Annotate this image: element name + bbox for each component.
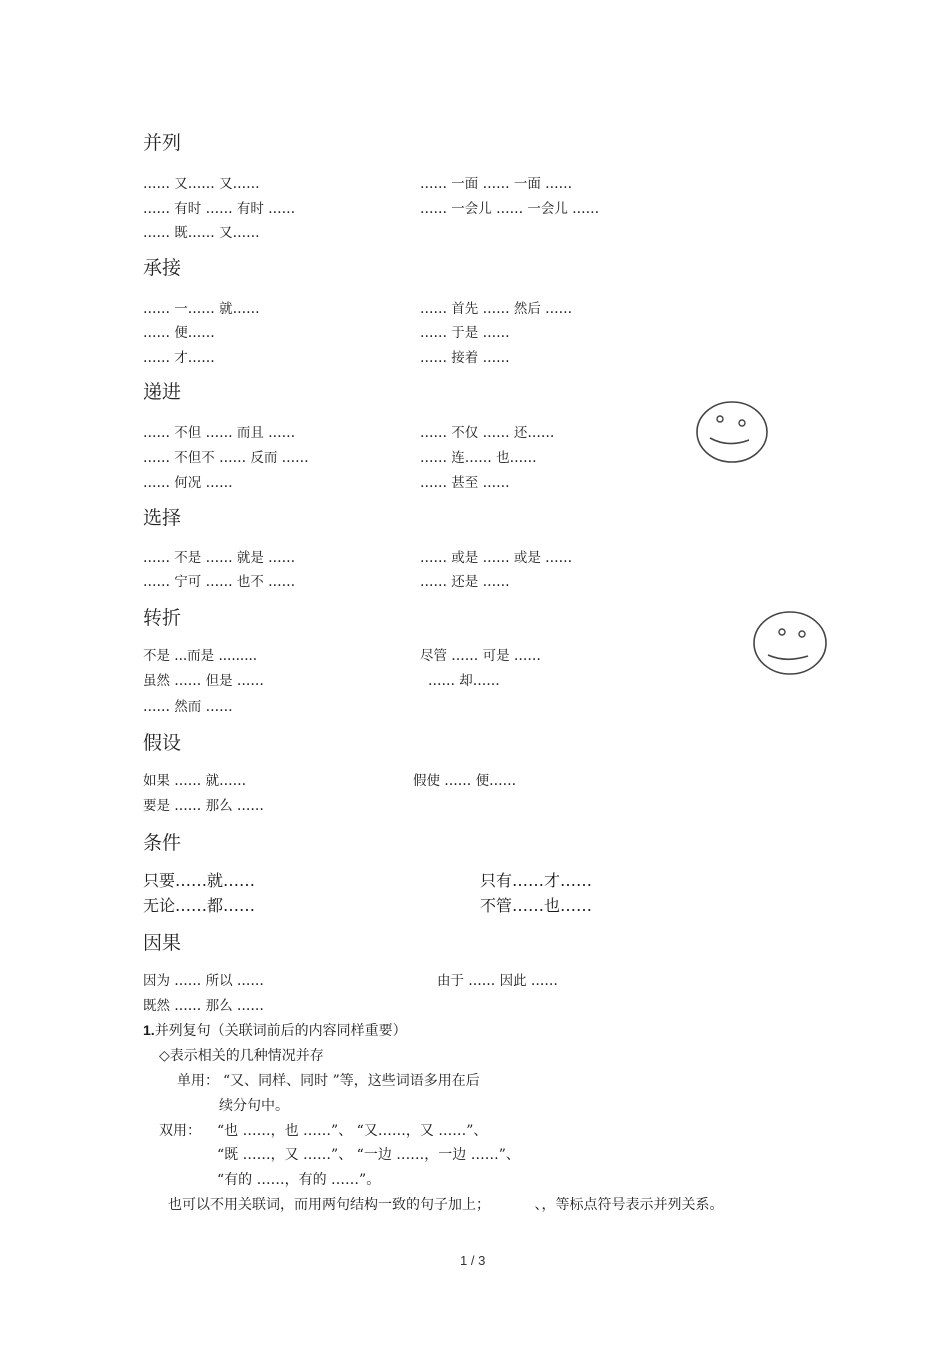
left-item: …… 既…… 又……	[143, 225, 260, 241]
smiley-face-icon	[750, 607, 830, 677]
left-item: 既然 …… 那么 ……	[143, 998, 264, 1014]
left-item: …… 又…… 又……	[143, 176, 260, 192]
left-item: …… 才……	[143, 350, 215, 366]
section-heading-chengjie: 承接	[143, 257, 182, 279]
section-heading-dijin: 递进	[143, 381, 182, 403]
right-item: …… 一会儿 …… 一会儿 ……	[420, 201, 600, 217]
left-item: …… 何况 ……	[143, 475, 233, 491]
left-item: …… 然而 ……	[143, 699, 233, 715]
section-heading-zhuanzhe: 转折	[143, 607, 182, 629]
section-heading-yinguo: 因果	[143, 932, 182, 954]
left-item: 不是 ...而是 .........	[143, 648, 258, 664]
right-item: 尽管 …… 可是 ……	[420, 648, 541, 664]
notes-title-number: 1.	[143, 1022, 155, 1038]
single-use-label: 单用：	[177, 1073, 219, 1089]
left-item: 只要……就……	[143, 871, 256, 890]
right-item: …… 还是 ……	[420, 574, 510, 590]
section-heading-binglie: 并列	[143, 132, 182, 154]
left-item: …… 不但不 …… 反而 ……	[143, 450, 309, 466]
section-heading-tiaojian: 条件	[143, 832, 182, 854]
left-item: …… 不是 …… 就是 ……	[143, 550, 296, 566]
double-use-text: “也 ……，也 ……”、 “又……，又 ……”、	[217, 1123, 488, 1139]
right-item: 只有……才……	[480, 871, 593, 890]
right-item: …… 不仅 …… 还……	[420, 425, 555, 441]
section-heading-xuanze: 选择	[143, 507, 182, 529]
notes-bullet: ◇表示相关的几种情况并存	[159, 1048, 324, 1064]
notes-final-line: 也可以不用关联词，而用两句结构一致的句子加上； 、，等标点符号表示并列关系。	[168, 1197, 724, 1213]
notes-title-text: 并列复句（关联词前后的内容同样重要）	[154, 1023, 407, 1039]
right-item: …… 却……	[428, 673, 500, 689]
right-item: 假使 …… 便……	[413, 773, 517, 789]
double-use-text: “有的 ……，有的 ……”。	[217, 1172, 381, 1188]
right-item: …… 或是 …… 或是 ……	[420, 550, 573, 566]
right-item: 由于 …… 因此 ……	[437, 973, 558, 989]
left-item: …… 有时 …… 有时 ……	[143, 201, 296, 217]
right-item: …… 接着 ……	[420, 350, 510, 366]
left-item: 虽然 …… 但是 ……	[143, 673, 264, 689]
left-item: 因为 …… 所以 ……	[143, 973, 264, 989]
left-item: 如果 …… 就……	[143, 773, 247, 789]
right-item: …… 甚至 ……	[420, 475, 510, 491]
double-use-text: “既 ……，又 ……”、 “一边 ……，一边 ……”、	[217, 1147, 520, 1163]
section-heading-jiashe: 假设	[143, 732, 182, 754]
notes-title	[143, 1020, 407, 1040]
left-item: …… 一…… 就……	[143, 301, 260, 317]
single-use-text: 续分句中。	[219, 1098, 289, 1114]
left-item: 无论……都……	[143, 896, 256, 915]
right-item: …… 首先 …… 然后 ……	[420, 301, 573, 317]
smiley-face-icon	[692, 398, 772, 466]
single-use-text: “又、同样、同时 ”等，这些词语多用在后	[223, 1073, 480, 1089]
right-item: …… 于是 ……	[420, 325, 510, 341]
right-item: …… 连…… 也……	[420, 450, 537, 466]
left-item: …… 不但 …… 而且 ……	[143, 425, 296, 441]
double-use-label: 双用：	[159, 1123, 201, 1139]
left-item: …… 宁可 …… 也不 ……	[143, 574, 296, 590]
left-item: 要是 …… 那么 ……	[143, 798, 264, 814]
page-number: 1 / 3	[460, 1253, 486, 1268]
left-item: …… 便……	[143, 325, 215, 341]
right-item: …… 一面 …… 一面 ……	[420, 176, 573, 192]
right-item: 不管……也……	[480, 896, 593, 915]
